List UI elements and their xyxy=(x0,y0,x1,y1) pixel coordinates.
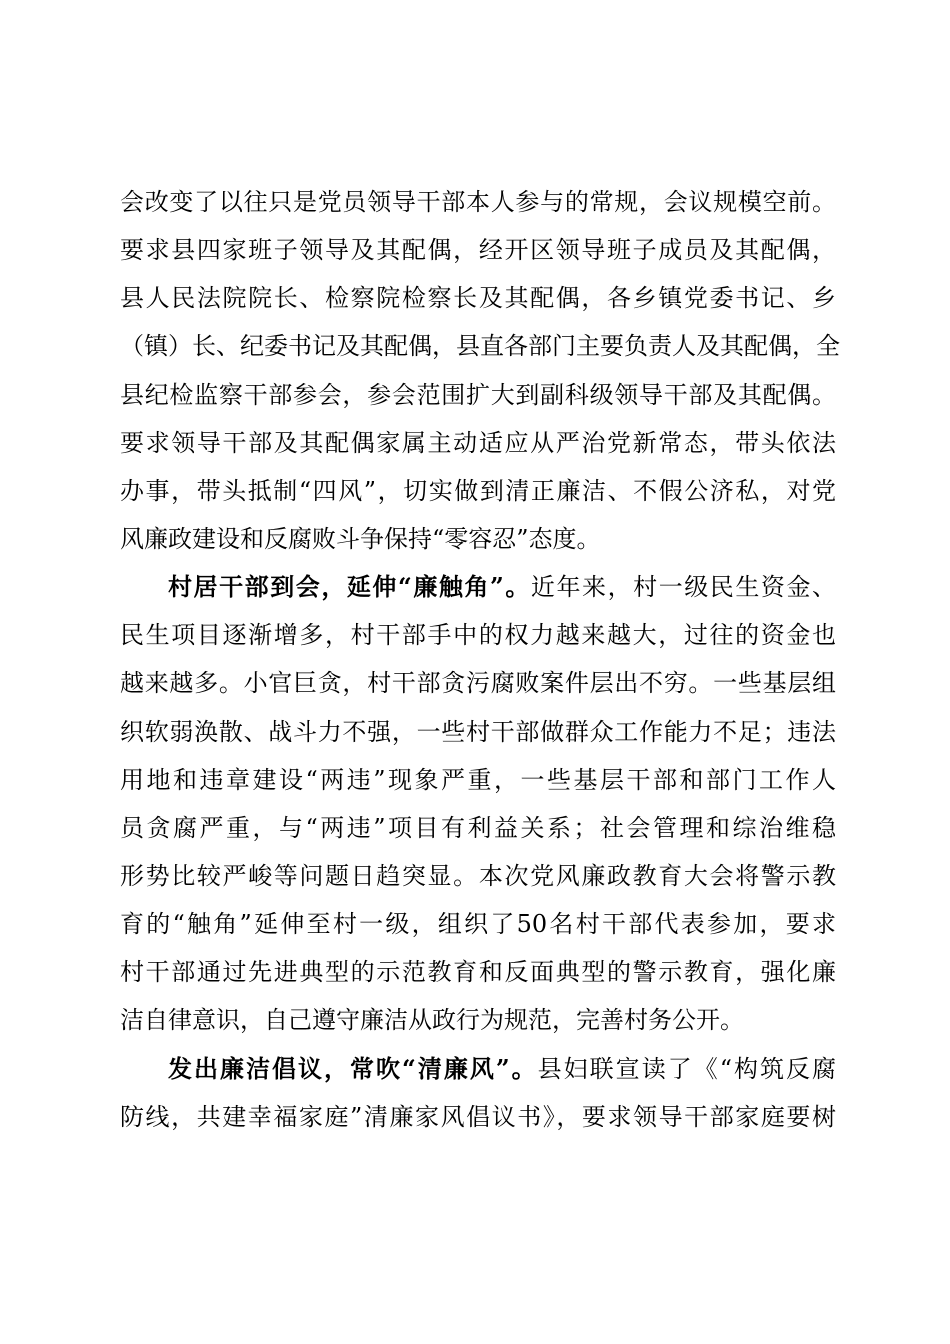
line-text: （镇）长、纪委书记及其配偶，县直各部门主要负责人及其配偶，全 xyxy=(120,332,840,361)
text-line xyxy=(120,1093,836,1141)
text-line xyxy=(120,226,836,274)
line-text: 风廉政建设和反腐败斗争保持“零容忍”态度。 xyxy=(120,524,601,553)
text-line xyxy=(120,996,836,1044)
text-line xyxy=(120,1045,836,1093)
text-line xyxy=(120,852,836,900)
line-text: 会改变了以往只是党员领导干部本人参与的常规，会议规模空前。 xyxy=(120,188,836,216)
line-text: 要求领导干部及其配偶家属主动适应从严治党新常态，带头依法 xyxy=(120,428,836,457)
paragraph-p1 xyxy=(120,178,840,563)
text-line xyxy=(120,659,836,707)
line-text: 村干部通过先进典型的示范教育和反面典型的警示教育，强化廉 xyxy=(120,958,836,987)
text-line xyxy=(120,467,836,515)
text-line xyxy=(120,611,836,659)
line-text: 育的“触角”延伸至村一级，组织了50名村干部代表参加，要求 xyxy=(120,910,836,939)
line-text: 形势比较严峻等问题日趋突显。本次党风廉政教育大会将警示教 xyxy=(120,861,836,890)
text-line xyxy=(120,274,836,322)
line-text: 民生项目逐渐增多，村干部手中的权力越来越大，过往的资金也 xyxy=(120,621,836,650)
line-text: 织软弱涣散、战斗力不强，一些村干部做群众工作能力不足；违法 xyxy=(120,717,836,746)
paragraph-p3 xyxy=(120,1045,836,1141)
line-text: 县纪检监察干部参会，参会范围扩大到副科级领导干部及其配偶。 xyxy=(120,380,836,409)
line-text: 办事，带头抵制“四风”，切实做到清正廉洁、不假公济私，对党 xyxy=(120,476,836,505)
line-text: 越来越多。小官巨贪，村干部贪污腐败案件层出不穷。一些基层组 xyxy=(120,669,836,698)
line-text: 要求县四家班子领导及其配偶，经开区领导班子成员及其配偶， xyxy=(120,236,836,265)
paragraph-lead-heading: 村居干部到会，延伸“廉触角”。 xyxy=(168,572,531,602)
line-text: 员贪腐严重，与“两违”项目有利益关系；社会管理和综治维稳 xyxy=(120,813,836,842)
text-line xyxy=(120,804,836,852)
line-text: 近年来，村一级民生资金、 xyxy=(530,573,837,602)
text-line xyxy=(120,178,836,226)
text-line xyxy=(120,563,836,611)
text-line xyxy=(120,756,836,804)
text-line xyxy=(120,371,836,419)
text-line xyxy=(120,900,836,948)
text-line xyxy=(120,322,840,370)
line-text: 县人民法院院长、检察院检察长及其配偶，各乡镇党委书记、乡 xyxy=(120,284,836,313)
line-text: 防线，共建幸福家庭”清廉家风倡议书》，要求领导干部家庭要树 xyxy=(120,1102,836,1131)
text-line xyxy=(120,419,836,467)
line-text: 洁自律意识，自己遵守廉洁从政行为规范，完善村务公开。 xyxy=(120,1006,744,1035)
paragraph-lead-heading: 发出廉洁倡议，常吹“清廉风”。 xyxy=(168,1053,538,1083)
text-line xyxy=(120,708,836,756)
line-text: 用地和违章建设“两违”现象严重，一些基层干部和部门工作人 xyxy=(120,765,836,794)
paragraph-p2 xyxy=(120,563,836,1044)
document-body xyxy=(120,178,840,1141)
line-text: 县妇联宣读了《“构筑反腐 xyxy=(537,1054,836,1083)
text-line xyxy=(120,948,836,996)
text-line xyxy=(120,515,836,563)
